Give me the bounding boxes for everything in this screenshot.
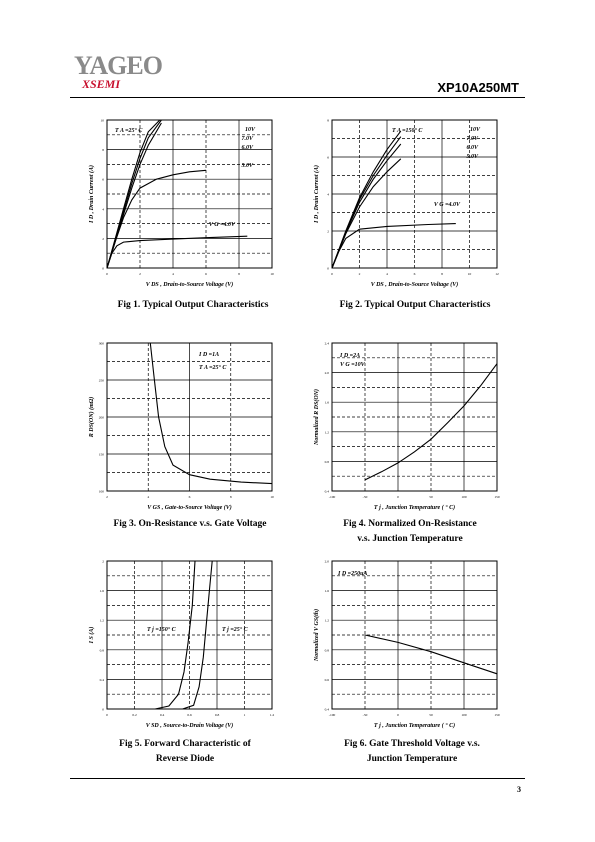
y-axis-label: I S (A) bbox=[89, 626, 95, 644]
chart-annotation: T A =25° C bbox=[199, 365, 227, 371]
y-tick-label: 150 bbox=[98, 452, 104, 457]
y-tick-label: 0.4 bbox=[324, 489, 329, 494]
svg-text:XSEMI: XSEMI bbox=[82, 77, 121, 91]
y-tick-label: 300 bbox=[98, 341, 104, 346]
y-tick-label: 100 bbox=[98, 489, 104, 494]
caption-line: Junction Temperature bbox=[366, 754, 458, 764]
y-tick-label: 0 bbox=[102, 707, 104, 712]
caption-line: Fig 5. Forward Characteristic of bbox=[119, 739, 251, 749]
x-tick-label: 4 bbox=[386, 272, 388, 276]
y-tick-label: 8 bbox=[102, 148, 104, 153]
y-tick-label: 2 bbox=[102, 236, 104, 241]
y-tick-label: 0.4 bbox=[99, 677, 104, 682]
caption-line: Fig 6. Gate Threshold Voltage v.s. bbox=[344, 739, 480, 749]
y-tick-label: 0.8 bbox=[324, 459, 329, 464]
x-tick-label: -100 bbox=[328, 713, 336, 717]
series-line bbox=[155, 561, 195, 709]
y-tick-label: 1.2 bbox=[324, 430, 329, 435]
x-tick-label: 0 bbox=[397, 495, 399, 499]
x-tick-label: 10 bbox=[270, 495, 274, 499]
caption-line: Fig 2. Typical Output Characteristics bbox=[339, 300, 491, 310]
y-tick-label: 4 bbox=[102, 207, 104, 212]
y-tick-label: 6 bbox=[102, 177, 104, 182]
y-axis-label: I D , Drain Current (A) bbox=[314, 164, 320, 224]
y-tick-label: 1.6 bbox=[324, 400, 329, 405]
series-line bbox=[332, 131, 401, 268]
chart-annotation: T A =150° C bbox=[392, 128, 423, 134]
x-tick-label: 4 bbox=[172, 272, 174, 276]
caption-line: v.s. Junction Temperature bbox=[357, 534, 463, 544]
caption-fig4 bbox=[310, 517, 510, 547]
series-line bbox=[365, 364, 497, 480]
chart-fig5 bbox=[85, 553, 278, 739]
y-tick-label: 2 bbox=[102, 559, 104, 564]
caption-line: Fig 1. Typical Output Characteristics bbox=[117, 300, 269, 310]
y-axis-label: R DS(ON) (mΩ) bbox=[89, 396, 95, 438]
x-tick-label: 8 bbox=[441, 272, 443, 276]
yageo-xsemi-logo bbox=[74, 52, 178, 92]
chart-annotation: 10V bbox=[244, 127, 255, 133]
chart-fig3 bbox=[85, 335, 278, 521]
x-tick-label: 1 bbox=[243, 713, 246, 717]
x-axis-label: T j , Junction Temperature ( ° C) bbox=[373, 723, 456, 729]
x-tick-label: 4 bbox=[147, 495, 150, 499]
x-tick-label: 10 bbox=[270, 272, 274, 276]
chart-annotation: 7.0V bbox=[241, 136, 253, 142]
x-tick-label: 100 bbox=[461, 713, 467, 717]
x-tick-label: 0 bbox=[397, 713, 399, 717]
y-tick-label: 0 bbox=[102, 266, 104, 271]
y-axis-label: Normalized R DS(ON) bbox=[314, 388, 320, 446]
chart-annotation: T j =25° C bbox=[222, 627, 248, 633]
caption-line: Fig 3. On-Resistance v.s. Gate Voltage bbox=[113, 519, 267, 529]
x-tick-label: 0.2 bbox=[132, 713, 137, 717]
x-axis-label: V GS , Gate-to-Source Voltage (V) bbox=[147, 505, 232, 511]
caption-line: Fig 4. Normalized On-Resistance bbox=[343, 519, 477, 529]
chart-annotation: 6.0V bbox=[466, 145, 478, 151]
x-tick-label: -50 bbox=[362, 713, 368, 717]
y-tick-label: 0 bbox=[327, 266, 329, 271]
x-tick-label: 150 bbox=[494, 713, 500, 717]
y-axis-label: I D , Drain Current (A) bbox=[89, 164, 95, 224]
caption-fig5 bbox=[90, 737, 280, 767]
x-tick-label: 100 bbox=[461, 495, 467, 499]
y-tick-label: 1.2 bbox=[324, 618, 329, 623]
chart-fig4 bbox=[310, 335, 503, 521]
y-tick-label: 4 bbox=[327, 192, 329, 197]
x-tick-label: 10 bbox=[467, 272, 472, 276]
x-tick-label: 8 bbox=[229, 495, 232, 499]
x-tick-label: 2 bbox=[106, 495, 108, 499]
chart-fig2 bbox=[310, 112, 503, 298]
x-tick-label: 1.2 bbox=[269, 713, 275, 717]
series-line bbox=[107, 236, 247, 268]
x-tick-label: 0.8 bbox=[214, 713, 220, 717]
chart-annotation: V G =10V bbox=[340, 362, 365, 368]
chart-annotation: 5.0V bbox=[241, 163, 253, 169]
series-line bbox=[332, 224, 456, 268]
x-tick-label: 12 bbox=[495, 272, 499, 276]
x-tick-label: 6 bbox=[188, 495, 191, 499]
chart-annotation: V G =4.0V bbox=[208, 222, 235, 228]
chart-annotation: I D =2A bbox=[340, 353, 361, 359]
x-axis-label: V DS , Drain-to-Source Voltage (V) bbox=[370, 282, 459, 288]
y-tick-label: 1.2 bbox=[99, 618, 104, 623]
y-tick-label: 2.0 bbox=[324, 371, 329, 376]
y-tick-label: 2.4 bbox=[324, 341, 329, 346]
y-tick-label: 2 bbox=[327, 229, 329, 234]
x-tick-label: 8 bbox=[238, 272, 240, 276]
header-rule bbox=[70, 97, 525, 98]
y-tick-label: 1.6 bbox=[99, 589, 104, 594]
x-tick-label: 50 bbox=[429, 495, 433, 499]
svg-text:YAGEO: YAGEO bbox=[74, 52, 162, 80]
caption-fig2 bbox=[320, 298, 510, 313]
caption-fig1 bbox=[98, 298, 288, 313]
caption-fig6 bbox=[312, 737, 512, 767]
chart-annotation: 10V bbox=[469, 127, 480, 133]
y-tick-label: 250 bbox=[98, 378, 104, 383]
page-number: 3 bbox=[517, 785, 521, 794]
x-axis-label: V DS , Drain-to-Source Voltage (V) bbox=[145, 282, 234, 288]
x-tick-label: 6 bbox=[205, 272, 207, 276]
y-tick-label: 0.6 bbox=[324, 677, 329, 682]
x-tick-label: 0.4 bbox=[159, 713, 165, 717]
x-tick-label: -100 bbox=[328, 495, 336, 499]
footer-rule bbox=[70, 778, 525, 779]
y-tick-label: 8 bbox=[327, 118, 329, 123]
y-tick-label: 2.0 bbox=[324, 559, 329, 564]
x-tick-label: 0 bbox=[106, 272, 108, 276]
chart-annotation: V G =4.0V bbox=[433, 202, 460, 208]
y-tick-label: 200 bbox=[98, 415, 104, 420]
x-tick-label: 2 bbox=[139, 272, 141, 276]
x-tick-label: 6 bbox=[413, 272, 416, 276]
x-axis-label: V SD , Source-to-Drain Voltage (V) bbox=[145, 723, 234, 729]
y-tick-label: 0.8 bbox=[99, 648, 104, 653]
chart-annotation: I D =250uA bbox=[338, 571, 368, 577]
chart-annotation: 7.0V bbox=[466, 136, 478, 142]
caption-line: Reverse Diode bbox=[155, 754, 215, 764]
x-axis-label: T j , Junction Temperature ( ° C) bbox=[373, 505, 456, 511]
y-tick-label: 6 bbox=[327, 155, 329, 160]
x-tick-label: 0 bbox=[331, 272, 333, 276]
chart-annotation: 6.0V bbox=[241, 145, 253, 151]
chart-annotation: T j =150° C bbox=[147, 627, 176, 633]
x-tick-label: 50 bbox=[429, 713, 433, 717]
x-tick-label: 0 bbox=[106, 713, 108, 717]
chart-annotation: T A =25° C bbox=[115, 128, 143, 134]
x-tick-label: -50 bbox=[362, 495, 368, 499]
y-tick-label: 10 bbox=[100, 118, 104, 123]
caption-fig3 bbox=[90, 517, 290, 532]
chart-annotation: 5.0V bbox=[466, 154, 478, 160]
x-tick-label: 0.6 bbox=[187, 713, 192, 717]
y-tick-label: 0.4 bbox=[324, 707, 329, 712]
chart-fig6 bbox=[310, 553, 503, 739]
y-axis-label: Normalized V GS(th) bbox=[314, 608, 320, 662]
x-tick-label: 150 bbox=[494, 495, 500, 499]
chart-fig1 bbox=[85, 112, 278, 298]
x-tick-label: 2 bbox=[358, 272, 361, 276]
chart-annotation: I D =1A bbox=[199, 352, 220, 358]
part-number: XP10A250MT bbox=[437, 80, 519, 95]
y-tick-label: 0.8 bbox=[324, 648, 329, 653]
y-tick-label: 1.6 bbox=[324, 589, 329, 594]
